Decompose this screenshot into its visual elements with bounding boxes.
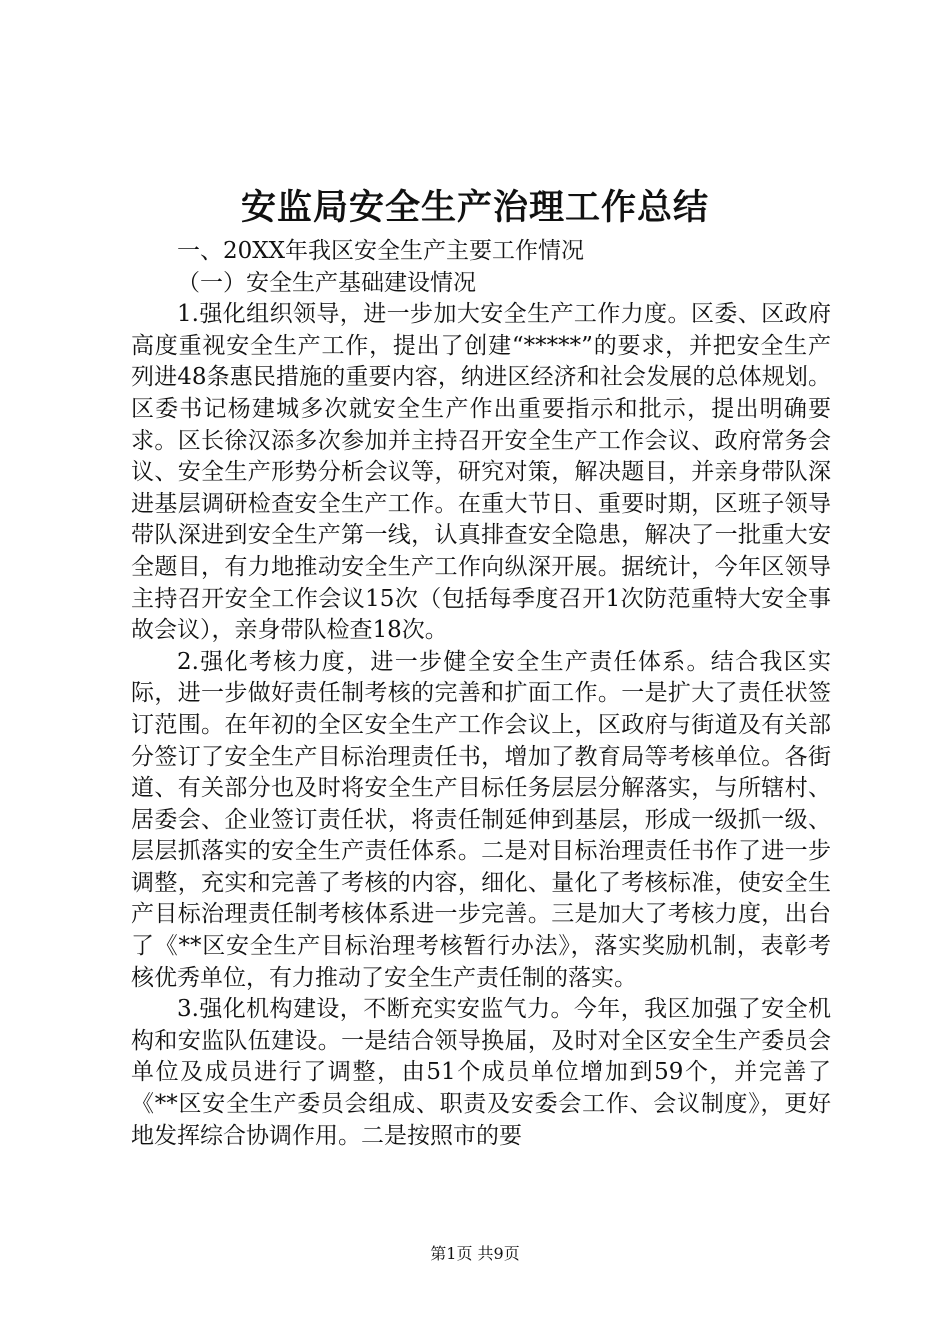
document-title: 安监局安全生产治理工作总结: [240, 187, 709, 228]
section-heading: 一、20XX年我区安全生产主要工作情况: [177, 238, 585, 264]
paragraph-2: 2.强化考核力度，进一步健全安全生产责任体系。结合我区实际，进一步做好责任制考核的完善和扩面工作。一是扩大了责任状签订范围。在年初的全区安全生产工作会议上，区政府与街道及有关部分签订了安全生产目标治理责任书，增加了教育局等考核单位。各街道、有关部分也及时将安全生产目标任务层层分解落实，与所辖村、居委会、企业签订责任状，将责任制延伸到基层，形成一级抓一级、层层抓落实的安全生产责任体系。二是对目标治理责任书作了进一步调整，充实和完善了考核的内容，细化、量化了考核标准，使安全生产目标治理责任制考核体系进一步完善。三是加大了考核力度，出台了《**区安全生产目标治理考核暂行办法》，落实奖励机制，表彰考核优秀单位，有力推动了安全生产责任制的落实。: [131, 648, 831, 991]
page-footer: 第1页 共9页: [430, 1244, 520, 1263]
subsection-heading: （一）安全生产基础建设情况: [177, 269, 476, 296]
paragraph-3: 3.强化机构建设，不断充实安监气力。今年，我区加强了安全机构和安监队伍建设。一是结合领导换届，及时对全区安全生产委员会单位及成员进行了调整，由51个成员单位增加到59个，并完善了《**区安全生产委员会组成、职责及安委会工作、会议制度》，更好地发挥综合协调作用。二是按照市的要: [131, 996, 831, 1149]
document-body: [131, 236, 831, 1152]
paragraph-1: 1.强化组织领导，进一步加大安全生产工作力度。区委、区政府高度重视安全生产工作，提出了创建“*****”的要求，并把安全生产列进48条惠民措施的重要内容，纳进区经济和社会发展的总体规划。区委书记杨建城多次就安全生产作出重要指示和批示，提出明确要求。区长徐汉添多次参加并主持召开安全生产工作会议、政府常务会议、安全生产形势分析会议等，研究对策，解决题目，并亲身带队深进基层调研检查安全生产工作。在重大节日、重要时期，区班子领导带队深进到安全生产第一线，认真排查安全隐患，解决了一批重大安全题目，有力地推动安全生产工作向纵深开展。据统计，今年区领导主持召开安全工作会议15次（包括每季度召开1次防范重特大安全事故会议），亲身带队检查18次。: [131, 301, 831, 644]
